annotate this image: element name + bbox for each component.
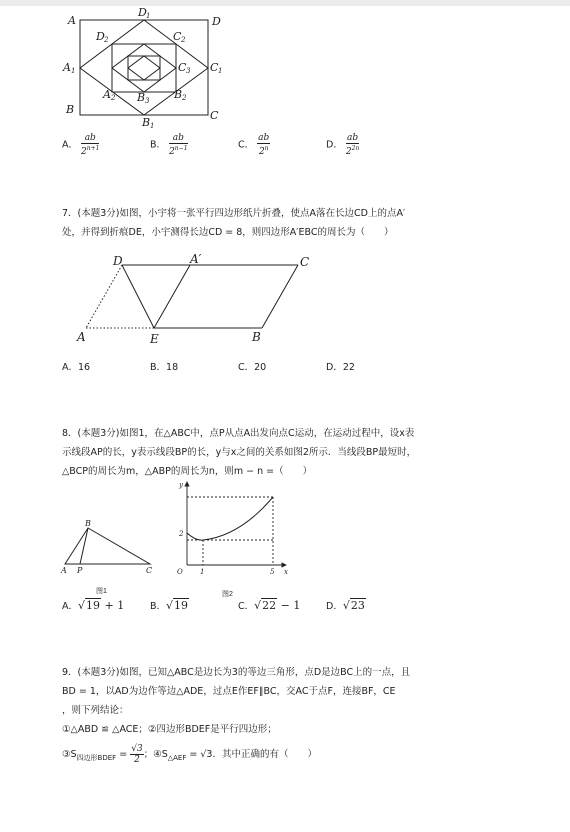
q6-rhombus-3	[128, 56, 160, 80]
q6-label-C2-sub: 2	[181, 36, 186, 44]
fraction-denominator-exponent: n−1	[174, 145, 188, 152]
fraction-denominator-base: 2	[258, 147, 265, 157]
q7-label-Aprime: A′	[190, 252, 202, 266]
sqrt-radicand: 19	[86, 599, 101, 612]
q6-label-B3: B	[137, 91, 146, 104]
q6-rhombus-2	[112, 44, 176, 92]
fraction-denominator: 2	[134, 755, 140, 765]
fraction-numerator: ab	[81, 133, 99, 144]
q8-fig2-label-x: x	[284, 568, 288, 576]
q6-option-c	[238, 133, 270, 157]
fraction-numerator: √3	[131, 744, 143, 754]
q9-question-line-1: 9．(本题3分)如图，已知△ABC是边长为3的等边三角形，点D是边BC上的一点，且	[62, 667, 411, 678]
option-value: 20	[254, 362, 267, 373]
q6-label-C3-sub: 3	[186, 67, 191, 75]
option-fraction	[81, 133, 99, 157]
sqrt-expression: √23	[342, 599, 365, 612]
q7-figure	[70, 252, 320, 347]
q7-edge-ApE	[154, 265, 190, 328]
q8-option-a	[62, 598, 124, 612]
q6-label-C2: C	[173, 30, 182, 43]
q6-label-D2-sub: 2	[104, 36, 109, 44]
area-fraction	[130, 744, 143, 765]
q6-label-C: C	[210, 109, 219, 122]
q8-fig2-caption: 图2	[222, 591, 233, 598]
q6-label-B: B	[66, 103, 75, 116]
q7-option-b	[150, 359, 178, 373]
fraction-denominator-exponent: n+1	[86, 145, 100, 152]
q8-triangle-ABC	[65, 528, 150, 564]
option-label: C．	[238, 362, 255, 373]
fraction-denominator-exponent: 2n	[351, 145, 360, 152]
q8-figure-2	[170, 478, 290, 578]
option-value: 18	[166, 362, 179, 373]
q6-rectangle-3	[128, 56, 160, 80]
q6-label-A2: A	[103, 88, 111, 101]
q6-label-B2-sub: 2	[182, 94, 187, 102]
sqrt-radicand: 22	[262, 599, 277, 612]
q8-question-line-1: 8．(本题3分)如图1，在△ABC中，点P从点A出发向点C运动，在运动过程中，设x表	[62, 428, 415, 439]
option-label: C．	[238, 139, 255, 151]
q9-question-line-3: ，则下列结论：	[62, 705, 129, 716]
q7-question-line-1: 7．(本题3分)如图，小宇将一张平行四边形纸片折叠，使点A落在长边CD上的点A′	[62, 208, 406, 219]
fraction-numerator: ab	[258, 133, 270, 143]
option-suffix: + 1	[101, 599, 125, 612]
q8-fig1-label-P: P	[77, 566, 83, 575]
sqrt-radicand: 23	[350, 599, 365, 612]
q7-option-d	[326, 359, 355, 373]
q8-question-line-2: 示线段AP的长，y表示线段BP的长，y与x之间的关系如图2所示．当线段BP最短时，	[62, 447, 417, 458]
q8-fig2-label-y: y	[179, 481, 183, 489]
q6-label-D2: D	[96, 30, 105, 43]
fraction-denominator-base: 2	[169, 147, 175, 157]
q6-label-C3: C	[178, 61, 187, 74]
option-fraction	[346, 133, 359, 157]
q6-label-B2: B	[174, 88, 183, 101]
conclusion-4-rest: = √3．其中正确的有（ ）	[186, 749, 317, 760]
option-fraction	[257, 133, 270, 157]
option-label: C．	[238, 601, 255, 612]
option-value: 22	[342, 362, 355, 373]
option-label: A．	[62, 362, 78, 373]
option-value: 16	[78, 362, 91, 373]
fraction-denominator-base: 2	[81, 147, 87, 157]
q7-option-c	[238, 359, 266, 373]
q6-rectangle-2	[112, 44, 176, 92]
q6-option-d	[326, 133, 359, 157]
fraction-numerator: ab	[347, 133, 359, 143]
q7-label-B: B	[252, 330, 261, 344]
q8-fig1-label-B: B	[85, 519, 91, 528]
sqrt-expression: √19	[166, 599, 189, 612]
option-label: A．	[62, 139, 78, 151]
q6-label-A1-sub: 1	[71, 67, 76, 75]
option-label: D．	[326, 139, 343, 151]
q6-label-D1-sub: 1	[146, 12, 151, 20]
q9-question-line-2: BD = 1，以AD为边作等边△ADE，过点E作EF∥BC，交AC于点F，连接BF，CE	[62, 686, 396, 697]
q7-edge-CB	[262, 265, 298, 328]
fraction-denominator-exponent: n	[264, 145, 269, 152]
option-label: D．	[326, 362, 343, 373]
area-subscript-triangle: △AEF	[167, 753, 187, 762]
q6-figure	[60, 5, 230, 130]
q8-fig1-caption: 图1	[96, 588, 107, 595]
q6-label-A2-sub: 2	[111, 94, 116, 102]
sqrt-expression: √19	[78, 599, 101, 612]
q6-option-b	[150, 133, 188, 157]
q8-option-d	[326, 598, 366, 612]
q6-label-B3-sub: 3	[145, 97, 150, 105]
option-label: B．	[150, 139, 167, 151]
q8-fig2-label-1: 1	[200, 568, 205, 576]
q8-question-line-3: △BCP的周长为m，△ABP的周长为n，则m − n =（ ）	[62, 466, 313, 477]
q8-option-b	[150, 598, 189, 612]
sqrt-expression: √22	[254, 599, 277, 612]
q7-label-D: D	[113, 254, 123, 268]
q6-label-C1-sub: 1	[218, 67, 223, 75]
q6-label-B1-sub: 1	[150, 122, 155, 130]
conclusion-3-prefix: ③S	[62, 749, 77, 760]
q7-label-A: A	[77, 330, 86, 344]
q8-fig2-label-5: 5	[270, 568, 275, 576]
q7-edge-DA-dotted	[86, 265, 122, 328]
fraction-denominator-base: 2	[345, 147, 352, 157]
q7-option-a	[62, 359, 90, 373]
option-fraction	[169, 133, 187, 157]
sqrt-radicand: 19	[174, 599, 189, 612]
q6-label-B1: B	[142, 116, 151, 129]
q7-label-E: E	[150, 332, 159, 346]
q8-fig2-label-O: O	[177, 568, 183, 576]
option-label: D．	[326, 601, 343, 612]
fraction-numerator: ab	[169, 133, 187, 144]
equals-sign: =	[116, 749, 131, 760]
q6-label-C1: C	[210, 61, 219, 74]
q6-label-D: D	[212, 15, 221, 28]
q6-label-D1: D	[138, 6, 147, 19]
q6-label-A: A	[68, 14, 76, 27]
q8-option-c	[238, 598, 300, 612]
q7-edge-DE	[122, 265, 154, 328]
q9-conclusion-line-2	[62, 744, 317, 765]
q9-conclusion-line-1: ①△ABD ≌ △ACE；②四边形BDEF是平行四边形；	[62, 724, 277, 735]
q7-label-C: C	[300, 255, 310, 269]
q8-fig1-label-C: C	[146, 566, 153, 575]
q8-fig1-label-A: A	[61, 566, 67, 575]
q6-option-a	[62, 133, 99, 157]
q7-question-line-2: 处，并得到折痕DE，小宇测得长边CD = 8，则四边形A′EBC的周长为（ ）	[62, 227, 394, 238]
q6-label-A1: A	[63, 61, 71, 74]
area-subscript-quadrilateral: 四边形BDEF	[76, 753, 117, 762]
option-label: A．	[62, 601, 78, 612]
conclusion-4-prefix: ；④S	[143, 749, 168, 760]
q8-figure-1	[58, 515, 158, 577]
q8-fig2-curve	[187, 497, 273, 540]
q8-fig2-label-2: 2	[179, 530, 184, 538]
option-label: B．	[150, 601, 167, 612]
option-label: B．	[150, 362, 167, 373]
option-suffix: − 1	[277, 599, 301, 612]
